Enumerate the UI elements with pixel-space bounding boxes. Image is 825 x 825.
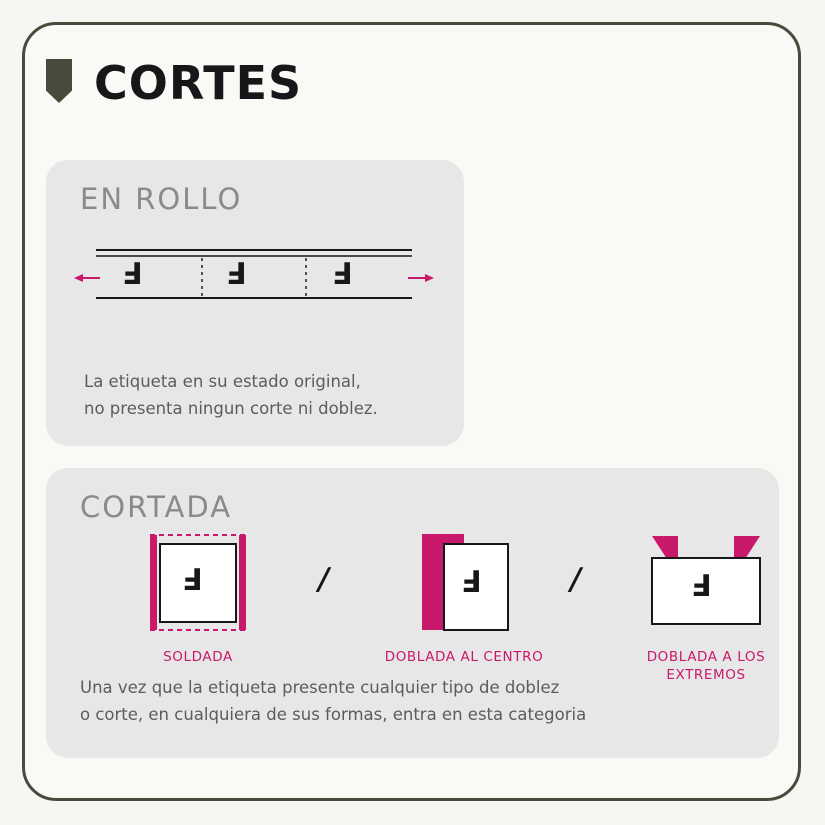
doblada-extremos-diagram xyxy=(606,530,806,642)
variant-doblada-a-los-extremos xyxy=(606,530,806,684)
variant-label-line: DOBLADA A LOS xyxy=(646,649,766,665)
caption-line: o corte, en cualquiera de sus formas, entra en esta categoria xyxy=(80,705,587,725)
section-caption-en-rollo xyxy=(84,368,378,422)
doblada-centro-diagram xyxy=(364,530,564,642)
separator-slash: / xyxy=(318,562,329,597)
variant-soldada xyxy=(98,530,298,666)
tag-glyph: Ⅎ xyxy=(691,569,712,604)
roll-strip-diagram xyxy=(74,242,434,312)
tag-glyph: Ⅎ xyxy=(182,563,203,598)
section-en-rollo xyxy=(46,160,464,446)
separator-slash: / xyxy=(570,562,581,597)
tag-glyph: Ⅎ xyxy=(461,565,482,600)
caption-line: no presenta ningun corte ni doblez. xyxy=(84,399,378,419)
tag-glyph: Ⅎ xyxy=(226,257,247,292)
variant-label-soldada: SOLDADA xyxy=(163,649,233,665)
section-title-cortada: CORTADA xyxy=(80,490,233,524)
bookmark-flag-icon xyxy=(46,59,72,103)
variant-label-doblada-al-centro: DOBLADA AL CENTRO xyxy=(384,649,544,665)
variant-label-line: EXTREMOS xyxy=(666,667,746,684)
tag-glyph: Ⅎ xyxy=(332,257,353,292)
section-caption-cortada xyxy=(80,674,586,728)
section-cortada xyxy=(46,468,779,758)
caption-line: La etiqueta en su estado original, xyxy=(84,372,361,391)
page-title-row xyxy=(46,56,303,110)
tag-glyph: Ⅎ xyxy=(122,257,143,292)
variant-doblada-al-centro xyxy=(364,530,564,666)
section-title-en-rollo: EN ROLLO xyxy=(80,182,243,216)
page-title: CORTES xyxy=(94,56,303,110)
soldada-diagram xyxy=(98,530,298,642)
caption-line: Una vez que la etiqueta presente cualquier tipo de doblez xyxy=(80,678,560,697)
variant-label-doblada-a-los-extremos xyxy=(606,648,806,684)
